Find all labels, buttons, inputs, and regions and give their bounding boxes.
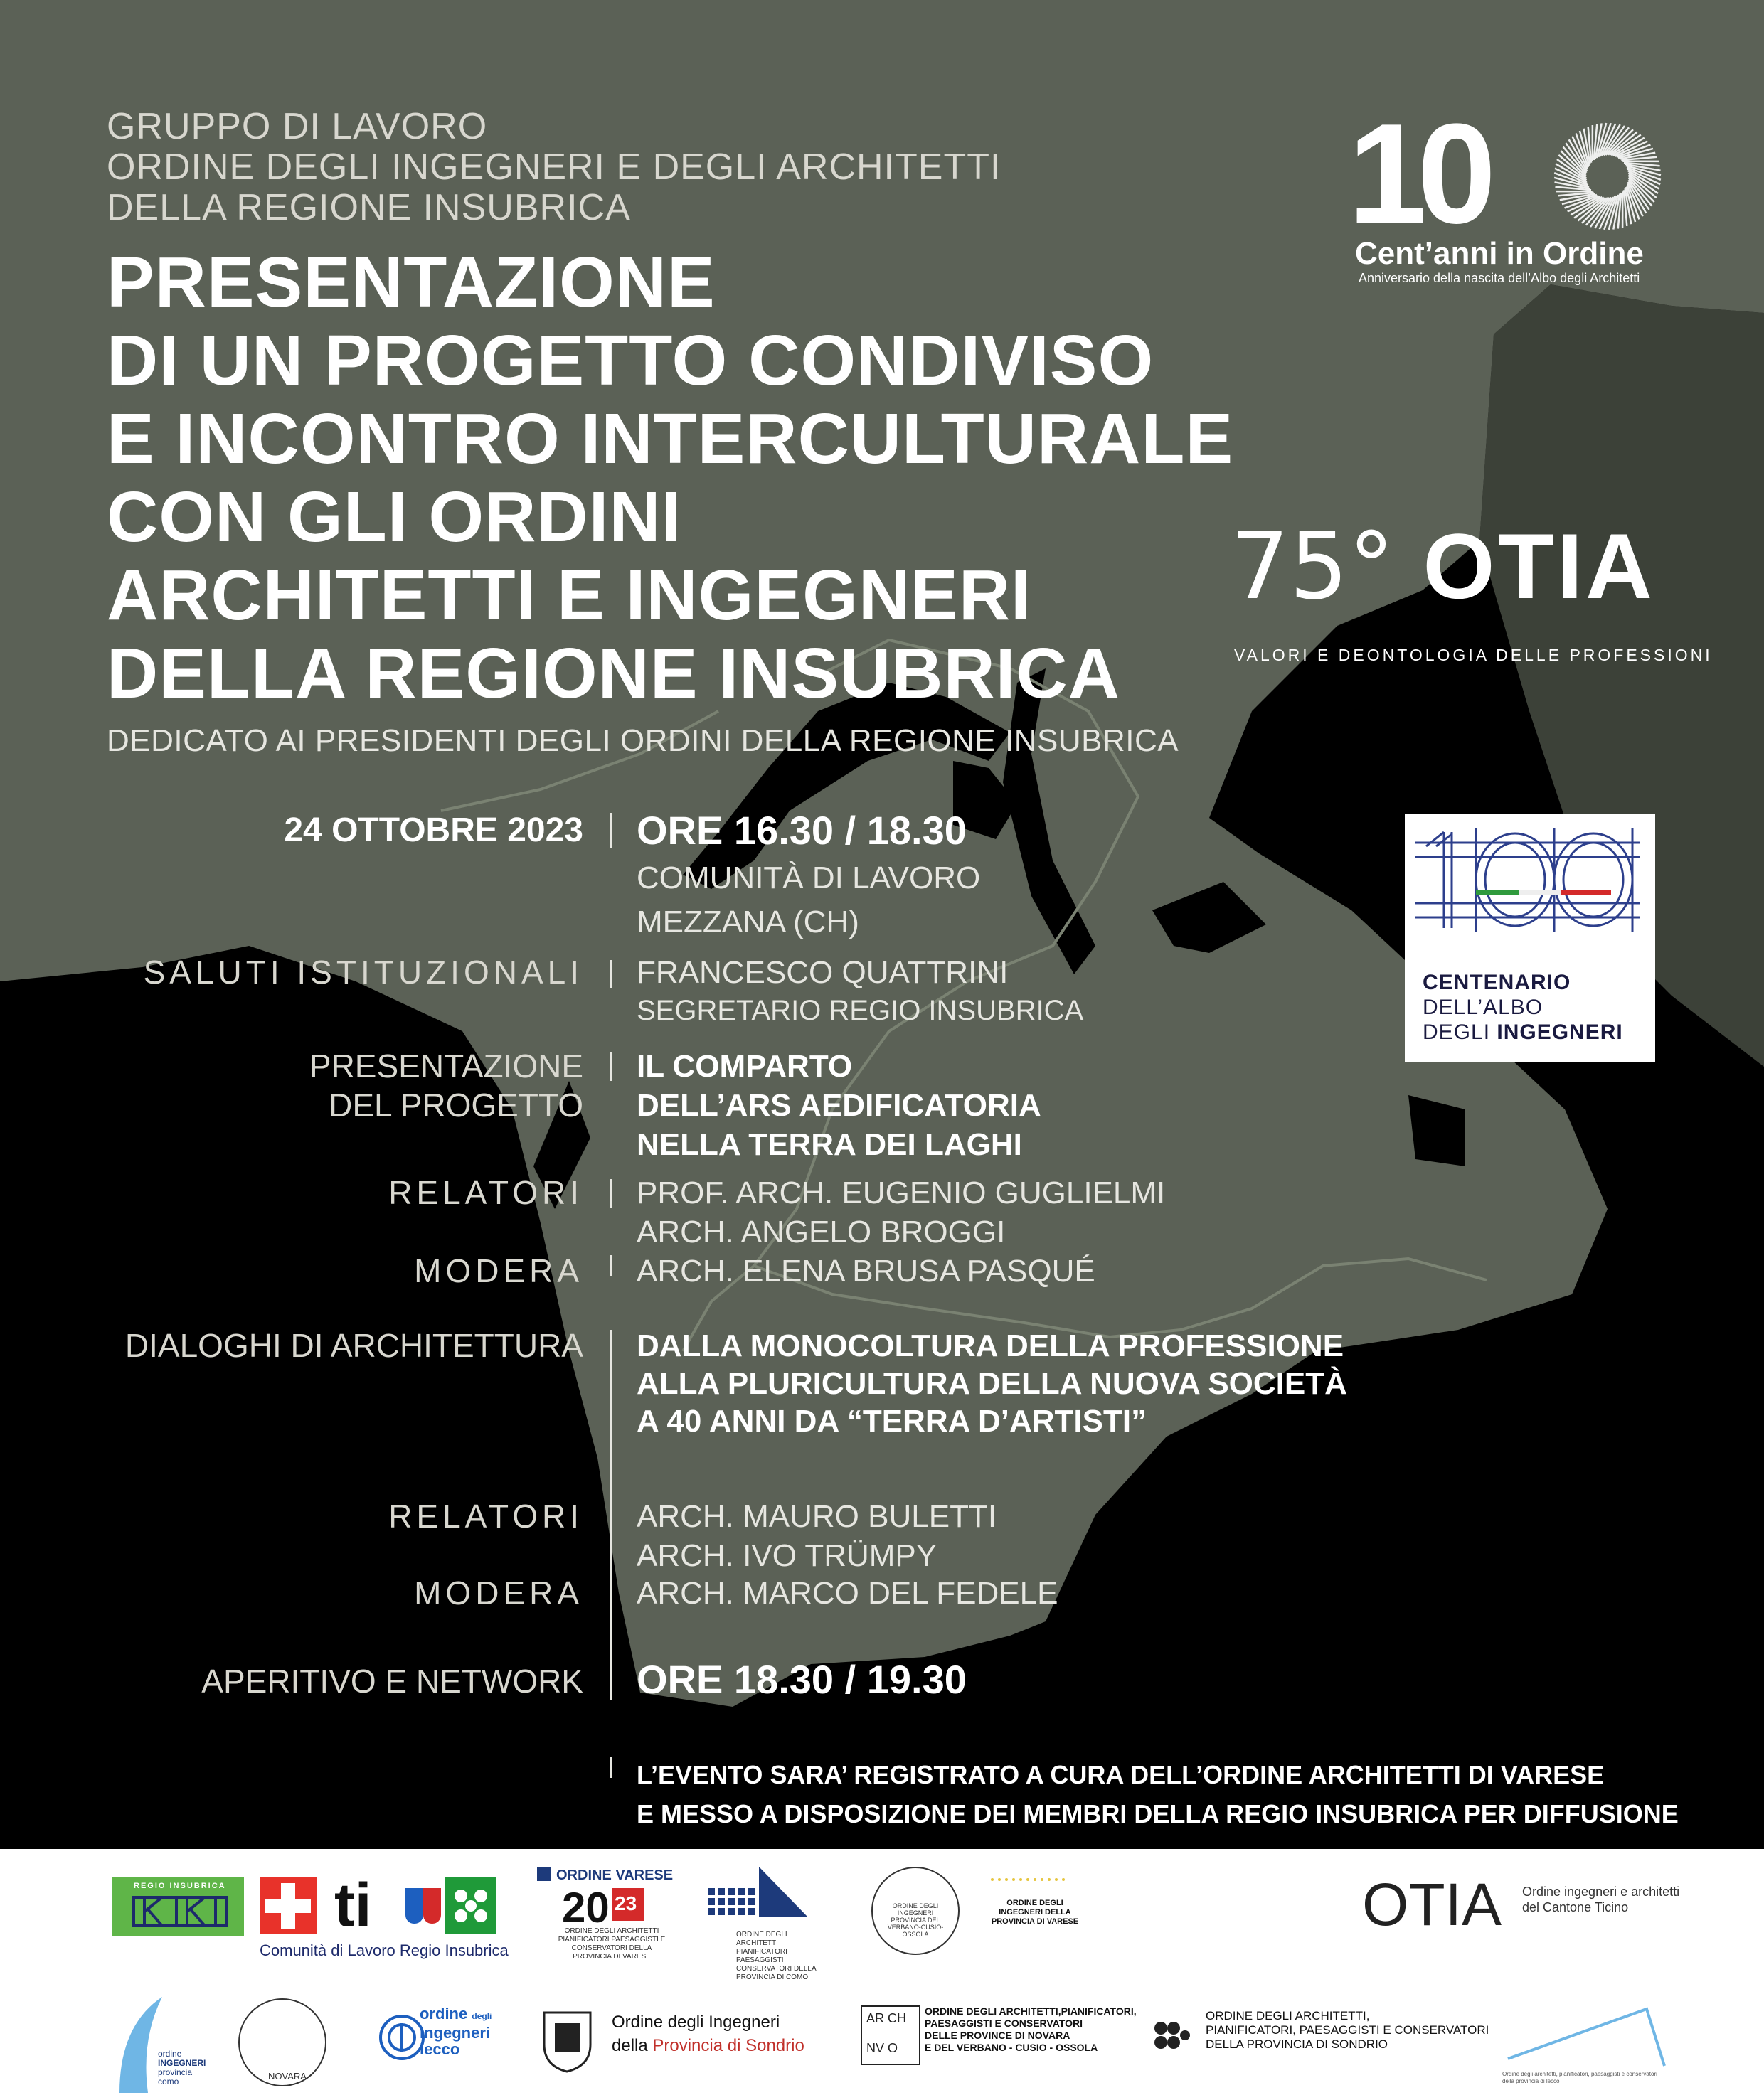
sondrio-arch-line: ORDINE DEGLI ARCHITETTI, — [1206, 2009, 1370, 2022]
working-group-heading — [107, 107, 1001, 228]
title-line: DELLA REGIONE INSUBRICA — [107, 634, 1120, 713]
novara-mark-bottom: NV O — [866, 2041, 898, 2055]
presentation-line2: DELL’ARS AEDIFICATORIA — [637, 1088, 1041, 1123]
dialoghi-label: DIALOGHI DI ARCHITETTURA — [124, 1327, 583, 1364]
novara-arch-line: E DEL VERBANO - CUSIO - OSSOLA — [925, 2042, 1098, 2053]
divider — [610, 1179, 612, 1208]
saluti-speaker: FRANCESCO QUATTRINI — [637, 955, 1009, 990]
divider — [610, 1330, 612, 1700]
sondrio-line2-b: Provincia di Sondrio — [652, 2036, 804, 2055]
group-line: GRUPPO DI LAVORO — [107, 106, 488, 147]
dialoghi-line3: A 40 ANNI DA “TERRA D’ARTISTI” — [637, 1404, 1147, 1439]
novara-arch-line: DELLE PROVINCE DI NOVARA — [925, 2030, 1070, 2041]
sondrio-architects-icon — [1152, 2020, 1191, 2055]
divider — [610, 1657, 612, 1700]
title-line: CON GLI ORDINI — [107, 477, 682, 557]
centenario-line3-bold: INGEGNERI — [1497, 1020, 1623, 1044]
como-architects-grid-icon — [708, 1867, 814, 1924]
divider — [610, 813, 612, 848]
novara-architects-mark — [861, 2005, 920, 2065]
event-date: 24 OTTOBRE 2023 — [284, 811, 583, 849]
como-ing-line: como — [158, 2077, 179, 2086]
venue-line2: MEZZANA (CH) — [637, 905, 859, 939]
aperitivo-label: APERITIVO E NETWORK — [201, 1663, 583, 1700]
como-ing-line: ordine — [158, 2049, 182, 2059]
moderator: ARCH. ELENA BRUSA PASQUÉ — [637, 1254, 1095, 1289]
divider — [610, 1255, 612, 1276]
centenario-line3 — [1423, 1020, 1623, 1045]
sondrio-line2-a: della — [612, 2036, 653, 2055]
presentation-line1: IL COMPARTO — [637, 1049, 853, 1084]
otia-subtitle: VALORI E DEONTOLOGIA DELLE PROFESSIONI — [1234, 646, 1713, 664]
centenario-line1: CENTENARIO — [1423, 971, 1571, 994]
title-line: ARCHITETTI E INGEGNERI — [107, 555, 1031, 635]
presentation-line3: NELLA TERRA DEI LAGHI — [637, 1127, 1022, 1162]
novara-arch-line: PAESAGGISTI E CONSERVATORI — [925, 2018, 1083, 2029]
varese-header: ORDINE VARESE — [556, 1867, 674, 1883]
regio-insubrica-logo — [112, 1877, 244, 1936]
event-subtitle: DEDICATO AI PRESIDENTI DEGLI ORDINI DELLA REGIONE INSUBRICA — [107, 723, 1179, 758]
varese-text: ORDINE DEGLI ARCHITETTI PIANIFICATORI PAESAGGISTI E CONSERVATORI DELLA PROVINCIA DI VARESE — [558, 1927, 666, 1961]
sondrio-architects-text — [1206, 2009, 1489, 2052]
comunita-label: Comunità di Lavoro Regio Insubrica — [260, 1941, 509, 1959]
lecco-architects-icon — [1504, 2002, 1668, 2080]
saluti-label: SALUTI ISTITUZIONALI — [143, 954, 583, 991]
dialoghi-line1: DALLA MONOCOLTURA DELLA PROFESSIONE — [637, 1328, 1344, 1363]
otia-name: OTIA — [1423, 514, 1655, 618]
novara-engineers-seal — [238, 1998, 326, 2086]
piemonte-flag-icon — [260, 1877, 317, 1934]
novara-architects-text — [925, 2005, 1137, 2054]
moderator: ARCH. MARCO DEL FEDELE — [637, 1576, 1058, 1611]
relatore: ARCH. ANGELO BROGGI — [637, 1215, 1006, 1249]
otia-footer-text: Ordine ingegneri e architetti — [1522, 1885, 1680, 1899]
ing-varese-text: ORDINE DEGLI INGEGNERI DELLA PROVINCIA DI VARESE — [991, 1899, 1079, 1926]
novara-arch-line: ORDINE DEGLI ARCHITETTI,PIANIFICATORI, — [925, 2005, 1137, 2017]
relatore: PROF. ARCH. EUGENIO GUGLIELMI — [637, 1176, 1166, 1210]
como-engineers-text — [158, 2050, 206, 2086]
modera-label: MODERA — [414, 1574, 583, 1611]
presentation-label-2: DEL PROGETTO — [329, 1087, 583, 1124]
centanni-subtitle: Anniversario della nascita dell’Albo degli Architetti — [1359, 271, 1640, 285]
otia-footer-logo: OTIA — [1362, 1871, 1502, 1938]
title-line: E INCONTRO INTERCULTURALE — [107, 399, 1234, 479]
regio-label: REGIO INSUBRICA — [134, 1882, 226, 1890]
relatore: ARCH. MAURO BULETTI — [637, 1499, 997, 1534]
novara-mark-top: AR CH — [866, 2011, 907, 2025]
venue-line1: COMUNITÀ DI LAVORO — [637, 860, 981, 895]
lombardia-rose-icon — [445, 1877, 496, 1934]
centenario-line2: DELL’ALBO — [1423, 996, 1544, 1019]
vco-seal — [871, 1867, 960, 1955]
novara-label: NOVARA — [268, 2071, 307, 2082]
como-ing-line: provincia — [158, 2067, 193, 2077]
lecco-line: lecco — [420, 2040, 460, 2058]
recording-note — [637, 1755, 1679, 1833]
divider — [610, 960, 612, 988]
sondrio-arch-line: DELLA PROVINCIA DI SONDRIO — [1206, 2037, 1388, 2051]
lecco-architects-text: Ordine degli architetti, pianificatori, paesaggisti e conservatori della provincia di lecco — [1502, 2071, 1657, 2084]
note-line: E MESSO A DISPOSIZIONE DEI MEMBRI DELLA REGIO INSUBRICA PER DIFFUSIONE — [637, 1799, 1679, 1828]
divider — [610, 1052, 612, 1081]
lecco-line: ordine — [420, 2005, 468, 2022]
centanni-number: 10 — [1348, 95, 1487, 253]
relatori-label: RELATORI — [388, 1498, 583, 1535]
ticino-shield-icon — [405, 1888, 423, 1924]
otia-footer-text: del Cantone Ticino — [1522, 1900, 1629, 1914]
saluti-role: SEGRETARIO REGIO INSUBRICA — [637, 995, 1084, 1026]
sondrio-shield-icon — [541, 2009, 594, 2073]
lecco-line: degli — [472, 2011, 492, 2021]
centenario-line3-text: DEGLI — [1423, 1020, 1497, 1044]
event-time: ORE 16.30 / 18.30 — [637, 808, 967, 853]
otia-75-logo — [1231, 512, 1655, 620]
event-title — [107, 243, 1233, 713]
sondrio-engineers-line2 — [612, 2036, 804, 2056]
otia-anniversary-number: 75° — [1231, 512, 1395, 620]
lecco-engineers-text — [420, 2005, 492, 2057]
group-line: DELLA REGIONE INSUBRICA — [107, 187, 631, 228]
varese-year: 20 — [562, 1884, 610, 1931]
sondrio-engineers-line1: Ordine degli Ingegneri — [612, 2013, 780, 2032]
centanni-title: Cent’anni in Ordine — [1355, 236, 1644, 271]
sponsor-footer — [0, 1849, 1764, 2100]
dialoghi-line2: ALLA PLURICULTURA DELLA NUOVA SOCIETÀ — [637, 1366, 1347, 1401]
title-line: DI UN PROGETTO CONDIVISO — [107, 321, 1154, 400]
vco-text: ORDINE DEGLI INGEGNERI PROVINCIA DEL VERBANO-CUSIO-OSSOLA — [887, 1902, 944, 1938]
modera-label: MODERA — [414, 1252, 583, 1289]
group-line: ORDINE DEGLI INGEGNERI E DEGLI ARCHITETTI — [107, 146, 1001, 188]
title-line: PRESENTAZIONE — [107, 242, 716, 322]
lecco-line: ingegneri — [420, 2024, 491, 2042]
divider — [610, 1757, 612, 1778]
note-line: L’EVENTO SARA’ REGISTRATO A CURA DELL’ORDINE ARCHITETTI DI VARESE — [637, 1760, 1605, 1789]
relatore: ARCH. IVO TRÜMPY — [637, 1538, 937, 1573]
como-architects-text: ORDINE DEGLI ARCHITETTI PIANIFICATORI PAESAGGISTI CONSERVATORI DELLA PROVINCIA DI COMO — [736, 1931, 817, 1981]
varese-year-suffix: 23 — [615, 1892, 637, 1914]
como-ing-line: INGEGNERI — [158, 2058, 206, 2068]
relatori-label: RELATORI — [388, 1174, 583, 1211]
varese-mark-icon — [537, 1867, 551, 1881]
sondrio-arch-line: PIANIFICATORI, PAESAGGISTI E CONSERVATORI — [1206, 2023, 1489, 2037]
ticino-logo: ti — [334, 1871, 372, 1939]
ticino-shield-icon — [423, 1888, 441, 1924]
varese-year-box — [612, 1888, 644, 1921]
presentation-label-1: PRESENTAZIONE — [309, 1048, 583, 1084]
aperitivo-time: ORE 18.30 / 19.30 — [637, 1657, 967, 1702]
